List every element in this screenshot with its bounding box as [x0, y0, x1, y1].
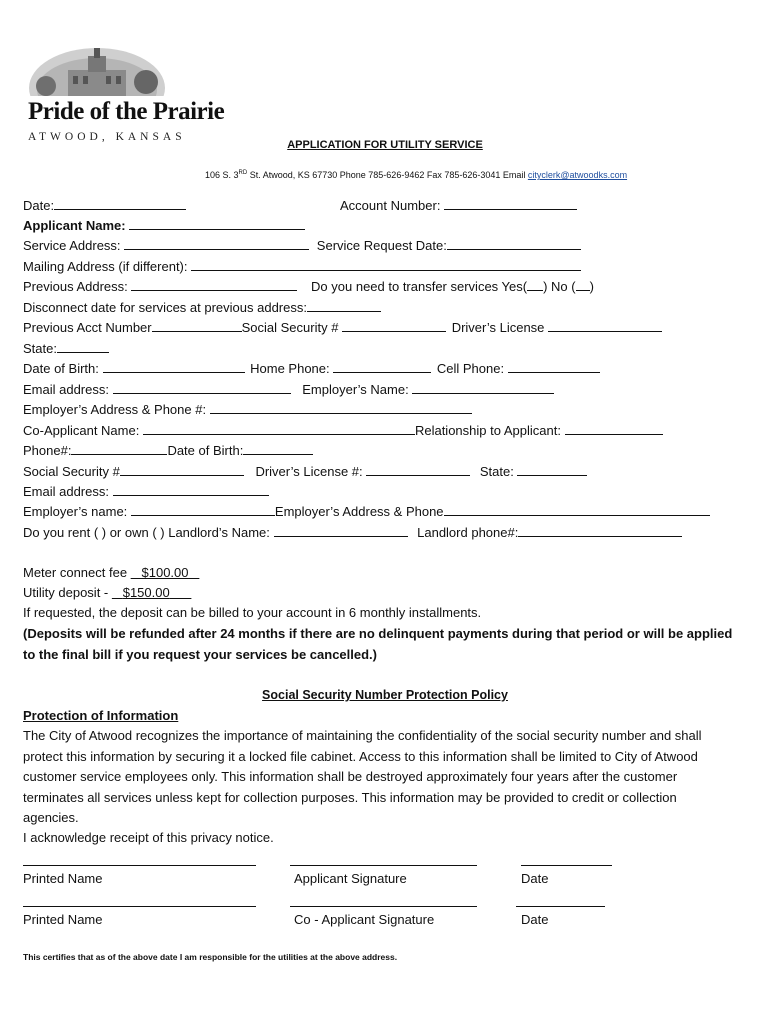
date-label-1: Date	[521, 871, 549, 886]
date-label-2: Date	[521, 912, 549, 927]
meter-connect-fee: Meter connect fee $100.00	[23, 565, 189, 580]
policy-title: Social Security Number Protection Policy	[262, 688, 508, 702]
installments-note: If requested, the deposit can be billed to your account in 6 monthly installments.	[23, 605, 482, 620]
co-employer-field[interactable]	[131, 503, 275, 516]
transfer-yes-field[interactable]	[527, 278, 543, 291]
row-account-number: Account Number:	[340, 197, 577, 214]
logo-subtitle: ATWOOD, KANSAS	[28, 131, 186, 143]
phone-field[interactable]	[71, 442, 167, 455]
co-applicant-signature-label: Co - Applicant Signature	[294, 912, 435, 927]
transfer-no-field[interactable]	[576, 278, 590, 291]
date-field[interactable]	[54, 197, 186, 210]
row-service-address: Service Address: Service Request Date:	[23, 237, 581, 254]
applicant-signature-line[interactable]	[290, 865, 477, 866]
service-address-field[interactable]	[124, 237, 309, 250]
row-mailing-address: Mailing Address (if different):	[23, 258, 581, 275]
home-phone-field[interactable]	[333, 360, 431, 373]
state-field[interactable]	[57, 340, 109, 353]
row-co-employer: Employer’s name: Employer’s Address & Phone	[23, 503, 710, 520]
form-heading: APPLICATION FOR UTILITY SERVICE	[287, 139, 483, 151]
privacy-acknowledgement: I acknowledge receipt of this privacy notice.	[23, 830, 274, 845]
row-coapplicant-name: Co-Applicant Name: Relationship to Applicant:	[23, 422, 663, 439]
row-previous-acct: Previous Acct Number Social Security # Driver’s License	[23, 319, 662, 336]
drivers-license-field[interactable]	[548, 319, 662, 332]
co-dl-field[interactable]	[366, 463, 470, 476]
row-dob: Date of Birth: Home Phone: Cell Phone:	[23, 360, 600, 377]
date-line-2[interactable]	[516, 906, 605, 907]
row-co-ssn: Social Security # Driver’s License #: State:	[23, 463, 587, 480]
landlord-name-field[interactable]	[274, 524, 408, 537]
responsibility-footer: This certifies that as of the above date I am responsible for the utilities at the above address.	[23, 952, 398, 962]
co-email-field[interactable]	[113, 483, 269, 496]
row-email: Email address: Employer’s Name:	[23, 381, 554, 398]
previous-address-field[interactable]	[131, 278, 297, 291]
deposit-value: $150.00	[122, 585, 170, 600]
printed-name-label-1: Printed Name	[23, 871, 103, 886]
ssn-field[interactable]	[342, 319, 446, 332]
logo-title: Pride of the Prairie	[28, 98, 225, 125]
city-logo	[24, 46, 225, 150]
cell-phone-field[interactable]	[508, 360, 600, 373]
employer-address-field[interactable]	[210, 401, 472, 414]
refund-notice: (Deposits will be refunded after 24 months if there are no delinquent payments during that period or will be applied to the final bill if you request your services be cancelled.)	[23, 626, 733, 662]
city-address: 106 S. 3RD St. Atwood, KS 67730 Phone 785-626-9462 Fax 785-626-3041 Email cityclerk@atwoodks.com	[205, 170, 628, 180]
co-ssn-field[interactable]	[120, 463, 244, 476]
dob-field[interactable]	[103, 360, 245, 373]
email-field[interactable]	[113, 381, 291, 394]
row-co-email: Email address:	[23, 483, 269, 500]
co-state-field[interactable]	[517, 463, 587, 476]
applicant-name-field[interactable]	[129, 217, 305, 230]
applicant-signature-label: Applicant Signature	[294, 871, 407, 886]
employer-name-field[interactable]	[412, 381, 554, 394]
meter-fee-value: $100.00	[141, 565, 189, 580]
row-phone: Phone#: Date of Birth:	[23, 442, 313, 459]
printed-name-line-2[interactable]	[23, 906, 256, 907]
row-previous-address: Previous Address: Do you need to transfer services Yes( ) No ( )	[23, 279, 594, 294]
mailing-address-field[interactable]	[191, 258, 581, 271]
landlord-phone-field[interactable]	[518, 524, 682, 537]
row-disconnect-date: Disconnect date for services at previous address:	[23, 299, 381, 316]
relationship-field[interactable]	[565, 422, 663, 435]
courthouse-logo-graphic	[28, 46, 166, 102]
disconnect-date-field[interactable]	[307, 299, 381, 312]
policy-subtitle: Protection of Information	[23, 708, 179, 723]
email-link[interactable]: cityclerk@atwoodks.com	[527, 170, 628, 180]
row-rent-own: Do you rent ( ) or own ( ) Landlord’s Name: Landlord phone#:	[23, 524, 682, 541]
row-date: Date:	[23, 197, 186, 214]
printed-name-label-2: Printed Name	[23, 912, 103, 927]
co-applicant-signature-line[interactable]	[290, 906, 477, 907]
row-employer-address: Employer’s Address & Phone #:	[23, 401, 472, 418]
policy-body: The City of Atwood recognizes the importance of maintaining the confidentiality of the social security number and shall protect this information by securing it a locked file cabinet. Access to this information shall be limited to City of Atwood customer service employees only. This information shall be destroyed approximately four years after the customer terminates all services unless kept for collection purposes. This information may be provided to credit or collection agencies.	[23, 728, 702, 825]
service-request-date-field[interactable]	[447, 237, 581, 250]
utility-deposit: Utility deposit - $150.00	[23, 585, 170, 600]
co-dob-field[interactable]	[243, 442, 313, 455]
date-line-1[interactable]	[521, 865, 612, 866]
coapplicant-name-field[interactable]	[143, 422, 415, 435]
row-applicant-name: Applicant Name:	[23, 217, 305, 234]
previous-acct-field[interactable]	[152, 319, 242, 332]
printed-name-line-1[interactable]	[23, 865, 256, 866]
co-employer-address-field[interactable]	[444, 503, 710, 516]
account-number-field[interactable]	[444, 197, 577, 210]
row-state: State:	[23, 340, 109, 357]
